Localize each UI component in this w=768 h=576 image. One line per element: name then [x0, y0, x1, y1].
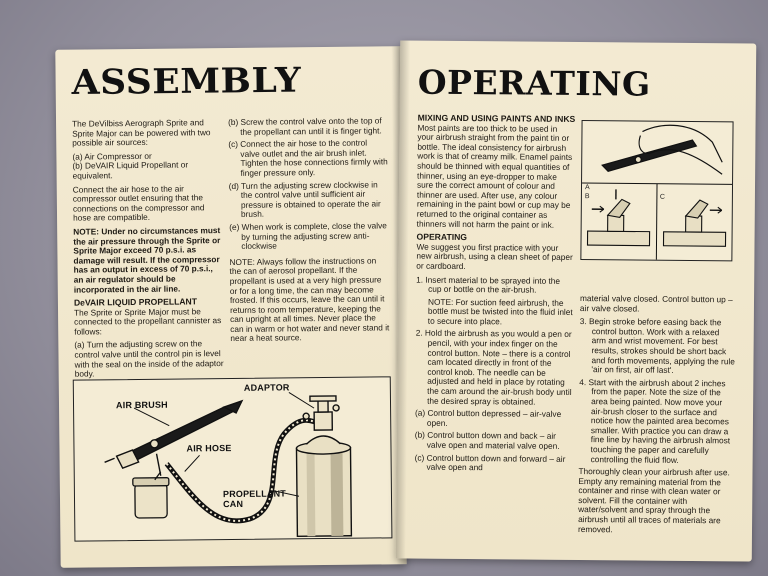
cleanup-text: Thoroughly clean your airbrush after use. Empty any remaining material from the container and rinse with clean water or solvent. Fill the container with water/solvent and spray through the airbrush until all traces of materials are removed.	[577, 466, 730, 534]
operating-page	[396, 40, 757, 561]
mixing-subheading: MIXING AND USING PAINTS AND INKS	[417, 112, 576, 124]
assembly-illustration	[73, 376, 393, 541]
operating-column-1	[414, 111, 575, 477]
air-source-option-b: (b) DeVAIR Liquid Propellant or equivalent.	[72, 159, 189, 181]
assembly-column-2	[228, 116, 390, 348]
operating-steps-list	[414, 275, 574, 474]
paint-jar-icon	[133, 472, 169, 518]
assembly-step-b: (b) Screw the control valve onto the top of the propellant can until it is finger tight.	[228, 115, 382, 137]
intro-text: The DeVilbiss Aerograph Sprite and Sprite Major can be powered with two possible air sources:	[72, 117, 211, 148]
control-button-drawing	[581, 121, 732, 260]
air-source-option-a: (a) Air Compressor or	[72, 150, 152, 162]
assembly-step-e: (e) When work is complete, close the valve by turning the adjusting screw anti-clockwise	[229, 220, 387, 252]
propellant-intro: The Sprite or Sprite Major must be connected to the propellant cannister as follows:	[73, 306, 222, 337]
operating-subheading: OPERATING	[416, 231, 468, 243]
control-diagram-c-icon	[663, 200, 725, 247]
propellant-subheading: DeVAIR LIQUID PROPELLANT	[73, 296, 198, 308]
operating-step-3: 3. Begin stroke before easing back the control button. Work with a relaxed arm and wrist movement. For best results, strokes should be short back and forth movements, applying the rule 'air on first, air off last'.	[579, 316, 735, 376]
propellant-can-label: PROPELLANT CAN	[222, 488, 287, 510]
figure-letter-c: C	[659, 193, 666, 201]
assembly-column-1	[72, 118, 225, 383]
control-a: (a) Control button depressed – air-valve open.	[414, 407, 562, 428]
adaptor-icon	[303, 396, 339, 430]
operating-steps-continued	[579, 317, 736, 465]
figure-letter-a: A	[584, 184, 590, 192]
pressure-warning: NOTE: Under no circumstances must the air pressure through the Sprite or Sprite Major exceed 70 p.s.i. as damage will result. If the compressor has an output in excess of 70 p.s.i., an air regulator should be incorporated in the air line.	[73, 225, 221, 295]
control-b: (b) Control button down and back – air valve open and material valve open.	[414, 430, 560, 451]
assembly-heading: ASSEMBLY	[71, 60, 302, 103]
air-hose-label: AIR HOSE	[186, 443, 232, 454]
operating-step-4: 4. Start with the airbrush about 2 inches from the paper. Note the size of the area being painted. Now move your air-brush closer to the surface and notice how the painted area becomes smaller. With practice you can draw a fine line by having the airbrush almost touching the paper and carefully controlling the fluid flow.	[579, 376, 731, 465]
mixing-text: Most paints are too thick to be used in your airbrush straight from the paint tin or bottle. The ideal consistency for airbrush work is that of creamy milk. Enamel paints should be thinned with equal quantities of thinner, using an eye-dropper to make sure the correct amount of colour and thinner are used. After use, any colour remaining in the paint bowl or cup may be returned to the original container as thinners will not harm the paint or ink.	[416, 122, 573, 230]
assembly-page	[55, 46, 406, 568]
control-c: (c) Control button down and forward – air valve open and	[414, 452, 566, 473]
assembly-step-a: (a) Turn the adjusting screw on the control valve until the control pin is level with the seal on the inside of the adaptor body.	[74, 338, 224, 379]
connect-text: Connect the air hose to the air compressor outlet ensuring that the connections on the compressor and hose are compatible.	[72, 183, 205, 223]
control-diagram-b-icon	[584, 189, 649, 246]
airbrush-icon	[104, 401, 243, 476]
hand-holding-airbrush-icon	[602, 125, 722, 175]
control-c-continued: material valve closed. Control button up – air valve closed.	[579, 293, 733, 314]
suction-feed-note: NOTE: For suction feed airbrush, the bottle must be twisted into the fluid inlet to secure into place.	[427, 296, 573, 327]
instruction-booklet	[52, 30, 760, 554]
propellant-note: NOTE: Always follow the instructions on the can of aerosol propellant. If the propellant is used at a very high pressure or for a long time, the can may become frosted. If this occurs, leave the can until it returns to room temperature, keeping the can upright at all times. Never place the can in warm or hot water and never stand it near a heat source.	[229, 255, 390, 344]
propellant-can-icon	[296, 436, 351, 537]
assembly-step-c: (c) Connect the air hose to the control valve outlet and the air brush inlet. Tighten the hose connections firmly with finger pressure only.	[228, 137, 388, 178]
operating-intro: We suggest you first practice with your new airbrush, using a clean sheet of paper or cardboard.	[416, 241, 573, 271]
air-brush-label: AIR BRUSH	[115, 399, 168, 411]
operating-column-2	[578, 294, 736, 540]
operating-step-1: 1. Insert material to be sprayed into the cup or bottle on the air-brush.	[416, 274, 561, 295]
operating-heading: OPERATING	[417, 62, 651, 104]
operating-step-2: 2. Hold the airbrush as you would a pen or pencil, with your index finger on the control button. Note – there is a control cam located directly in front of the control knob. The needle can be adjusted and held in place by rotating the cam around the air-brush body until the desired spray is obtained.	[415, 328, 572, 407]
assembly-step-d: (d) Turn the adjusting screw clockwise in the control valve until sufficient air pressure is obtained to operate the air brush.	[228, 179, 381, 220]
figure-letter-b: B	[584, 193, 590, 201]
adaptor-label: ADAPTOR	[243, 382, 290, 393]
hand-control-illustration	[580, 120, 733, 261]
assembly-steps-list	[228, 116, 389, 251]
